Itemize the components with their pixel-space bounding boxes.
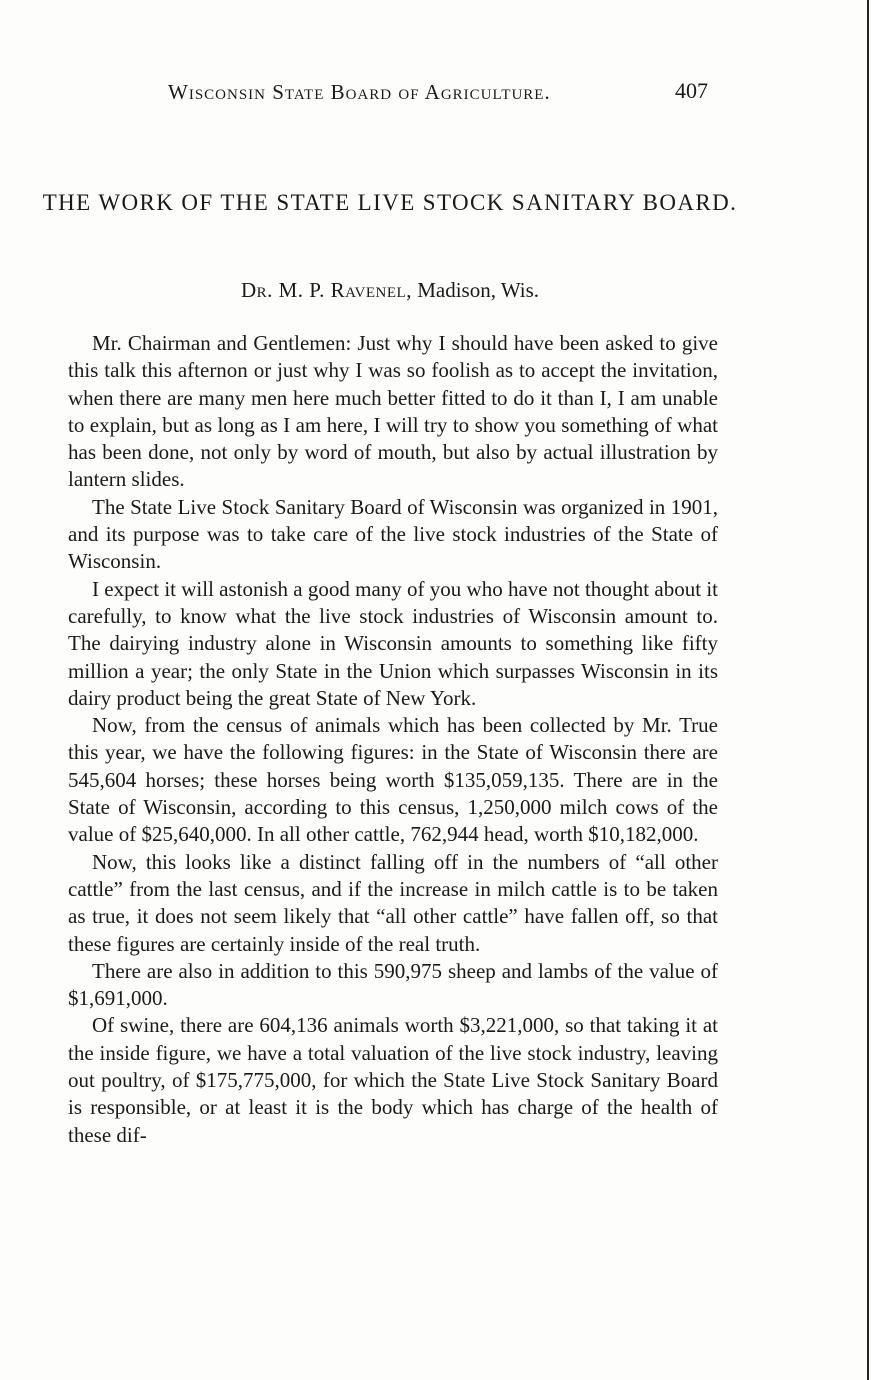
author-location: Madison, Wis. — [417, 278, 540, 302]
paragraph: Now, from the census of animals which has been collected by Mr. True this year, we have the following figures: in the State of Wisconsin there are 545,604 horses; these horses being worth $135,059,135. There are in the State of Wisconsin, according to this census, 1,250,000 milch cows of the value of $25,640,000. In all other cattle, 762,944 head, worth $10,182,000. — [68, 713, 718, 847]
paragraph: There are also in addition to this 590,975 sheep and lambs of the value of $1,691,000. — [68, 958, 718, 1011]
paragraph: The State Live Stock Sanitary Board of Wisconsin was organized in 1901, and its purpose was to take care of the live stock industries of the State of Wisconsin. — [68, 494, 718, 574]
author-name: Dr. M. P. Ravenel, — [240, 278, 412, 302]
running-title: Wisconsin State Board of Agriculture. — [168, 80, 551, 104]
paragraph: Now, this looks like a distinct falling off in the numbers of “all other cattle” from the last census, and if the increase in milch cattle is to be taken as true, it does not seem likely that “all other cattle” have fallen off, so that these figures are certainly inside of the real truth. — [68, 849, 718, 956]
article-body — [68, 330, 718, 1149]
paragraph: Of swine, there are 604,136 animals worth $3,221,000, so that taking it at the inside figure, we have a total valuation of the live stock industry, leaving out poultry, of $175,775,000, for which the State Live Stock Sanitary Board is responsible, or at least it is the body which has charge of the health of these dif- — [68, 1013, 718, 1147]
paragraph: I expect it will astonish a good many of you who have not thought about it carefully, to know what the live stock industries of Wisconsin amount to. The dairying industry alone in Wisconsin amounts to something like fifty million a year; the only State in the Union which surpasses Wisconsin in its dairy product being the great State of New York. — [68, 576, 718, 710]
author-line — [40, 278, 740, 303]
article-title: THE WORK OF THE STATE LIVE STOCK SANITARY BOARD. — [42, 190, 738, 215]
paragraph: Mr. Chairman and Gentlemen: Just why I should have been asked to give this talk this afternon or just why I was so foolish as to accept the invitation, when there are many men here much better fitted to do it than I, I am unable to explain, but as long as I am here, I will try to show you something of what has been done, not only by word of mouth, but also by actual illustration by lantern slides. — [68, 331, 718, 492]
running-header — [168, 80, 708, 110]
page-edge-rule — [867, 0, 869, 1380]
page-number: 407 — [675, 78, 708, 103]
